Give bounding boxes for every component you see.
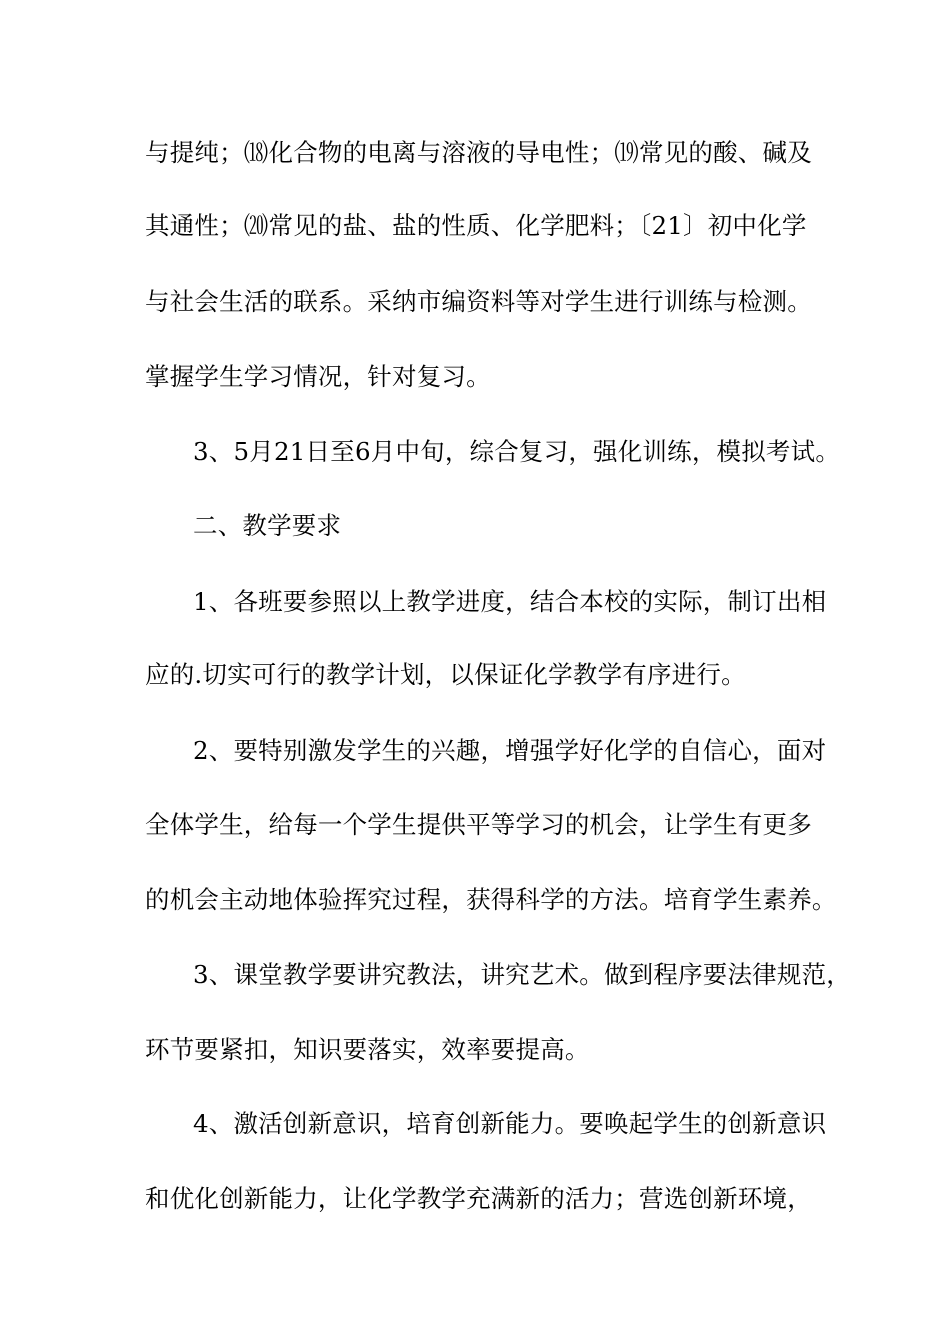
text-line-continuation: 全体学生，给每一个学生提供平等学习的机会，让学生有更多	[145, 810, 812, 839]
paragraph-requirement-4: 4、激活创新意识，培育创新能力。要唤起学生的创新意识	[193, 1109, 827, 1138]
section-heading-teaching-requirements: 二、教学要求	[193, 511, 342, 540]
paragraph-requirement-3: 3、课堂教学要讲究教法，讲究艺术。做到程序要法律规范，	[193, 960, 851, 989]
text-line-continuation: 掌握学生学习情况，针对复习。	[145, 362, 491, 391]
text-line-continuation: 的机会主动地体验挥究过程，获得科学的方法。培育学生素养。	[145, 885, 837, 914]
text-line-continuation: 与提纯；⒅化合物的电离与溶液的导电性；⒆常见的酸、碱及	[145, 138, 812, 167]
text-line-continuation: 与社会生活的联系。采纳市编资料等对学生进行训练与检测。	[145, 287, 812, 316]
text-line-continuation: 应的.切实可行的教学计划，以保证化学教学有序进行。	[145, 660, 746, 689]
text-line-continuation: 和优化创新能力，让化学教学充满新的活力；营选创新环境，	[145, 1184, 812, 1213]
paragraph-requirement-2: 2、要特别激发学生的兴趣，增强学好化学的自信心，面对	[193, 736, 827, 765]
text-line-continuation: 环节要紧扣，知识要落实，效率要提高。	[145, 1035, 590, 1064]
paragraph-schedule-item-3: 3、5月21日至6月中旬，综合复习，强化训练，模拟考试。	[193, 437, 841, 466]
text-line-continuation: 其通性；⒇常见的盐、盐的性质、化学肥料；〔21〕初中化学	[145, 211, 807, 240]
paragraph-requirement-1: 1、各班要参照以上教学进度，结合本校的实际，制订出相	[193, 587, 827, 616]
